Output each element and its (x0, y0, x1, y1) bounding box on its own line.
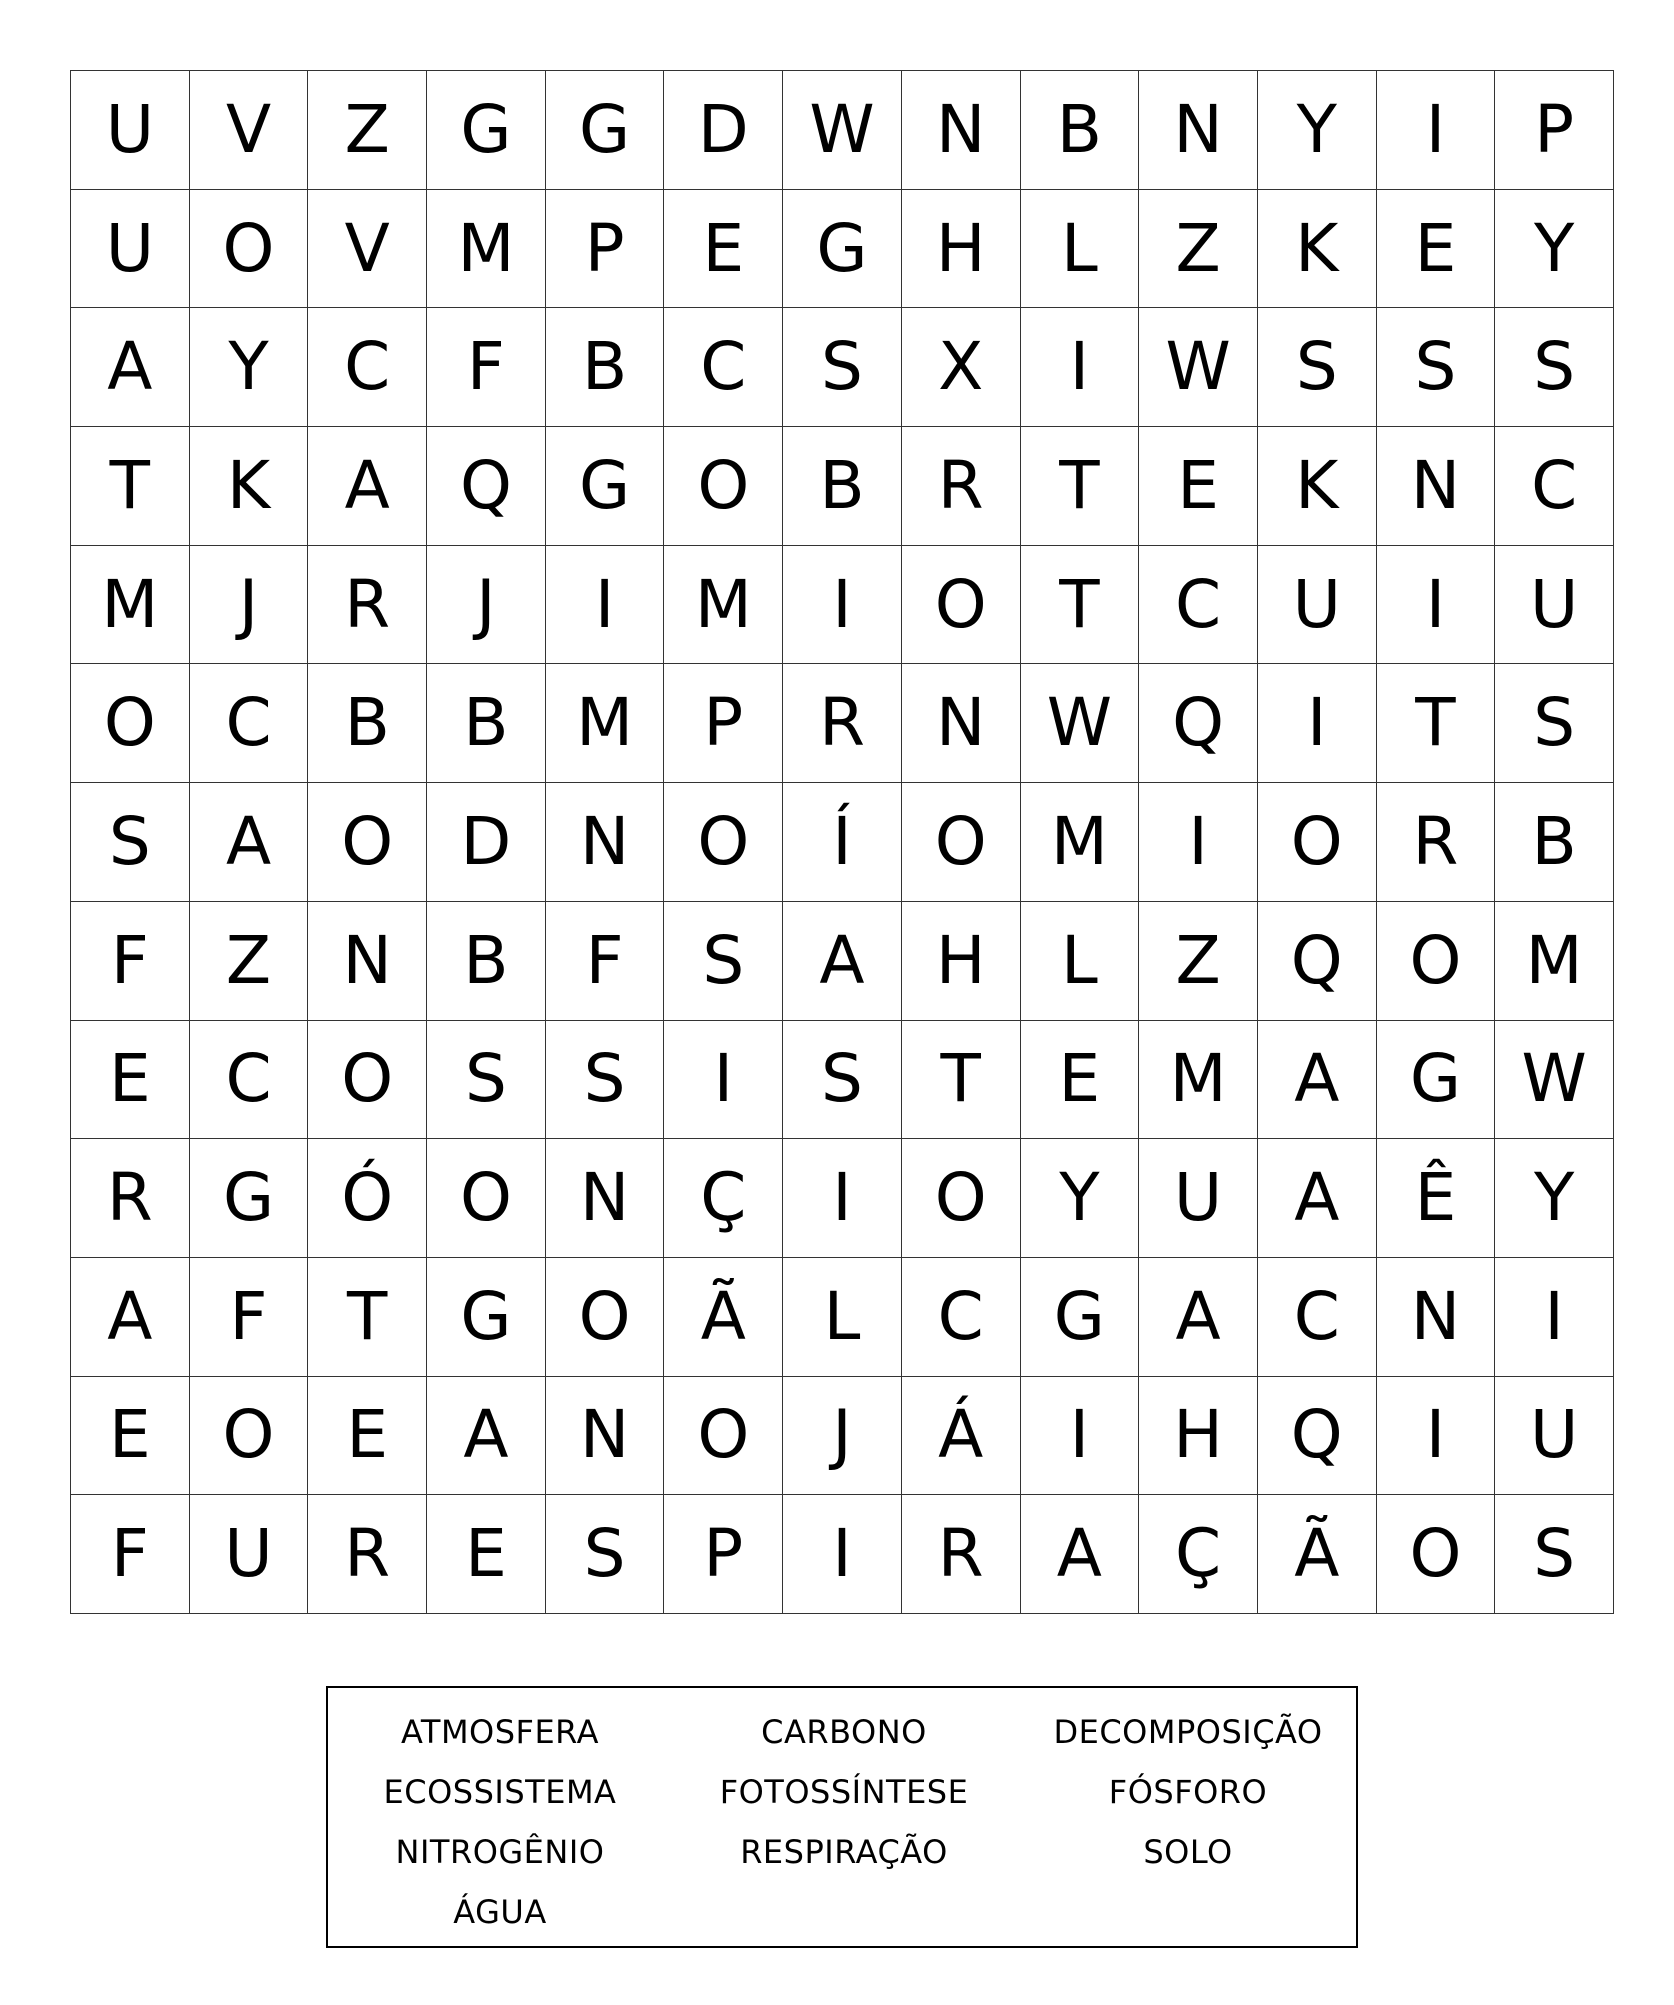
grid-cell[interactable]: N (902, 71, 1021, 190)
grid-cell[interactable]: O (902, 1139, 1021, 1258)
grid-cell[interactable]: S (427, 1021, 546, 1140)
grid-cell[interactable]: G (1377, 1021, 1496, 1140)
grid-cell[interactable]: S (783, 1021, 902, 1140)
grid-cell[interactable]: R (308, 1495, 427, 1614)
word-bank-item: FÓSFORO (1108, 1773, 1268, 1811)
grid-cell[interactable]: H (902, 902, 1021, 1021)
grid-cell[interactable]: C (308, 308, 427, 427)
grid-cell[interactable]: J (190, 546, 309, 665)
word-bank-item: RESPIRAÇÃO (740, 1833, 948, 1871)
grid-cell[interactable]: Ã (664, 1258, 783, 1377)
grid-cell[interactable]: E (308, 1377, 427, 1496)
grid-cell[interactable]: Z (1139, 902, 1258, 1021)
grid-cell[interactable]: I (1139, 783, 1258, 902)
grid-cell[interactable]: W (1495, 1021, 1614, 1140)
grid-cell[interactable]: O (664, 1377, 783, 1496)
grid-cell[interactable]: S (1258, 308, 1377, 427)
grid-cell[interactable]: O (1377, 1495, 1496, 1614)
grid-cell[interactable]: Z (308, 71, 427, 190)
grid-cell[interactable]: N (546, 1377, 665, 1496)
grid-cell[interactable]: S (783, 308, 902, 427)
grid-cell[interactable]: C (190, 664, 309, 783)
grid-cell[interactable]: I (1377, 546, 1496, 665)
grid-cell[interactable]: R (1377, 783, 1496, 902)
grid-cell[interactable]: Y (1258, 71, 1377, 190)
grid-cell[interactable]: C (190, 1021, 309, 1140)
grid-cell[interactable]: I (783, 1495, 902, 1614)
grid-cell[interactable]: F (71, 1495, 190, 1614)
grid-cell[interactable]: J (427, 546, 546, 665)
word-bank-column-2 (672, 1702, 1016, 1882)
grid-cell[interactable]: U (1258, 546, 1377, 665)
grid-cell[interactable]: G (427, 1258, 546, 1377)
grid-cell[interactable]: R (783, 664, 902, 783)
grid-cell[interactable]: C (664, 308, 783, 427)
grid-cell[interactable]: F (546, 902, 665, 1021)
grid-cell[interactable]: N (308, 902, 427, 1021)
grid-cell[interactable]: N (902, 664, 1021, 783)
grid-cell[interactable]: H (1139, 1377, 1258, 1496)
word-bank-item: SOLO (1143, 1833, 1233, 1871)
grid-cell[interactable]: W (783, 71, 902, 190)
grid-cell[interactable]: G (1021, 1258, 1140, 1377)
grid-cell[interactable]: L (1021, 902, 1140, 1021)
grid-cell[interactable]: Y (1021, 1139, 1140, 1258)
grid-cell[interactable]: E (664, 190, 783, 309)
grid-cell[interactable]: V (190, 71, 309, 190)
grid-cell[interactable]: A (1021, 1495, 1140, 1614)
grid-cell[interactable]: O (71, 664, 190, 783)
grid-cell[interactable]: T (902, 1021, 1021, 1140)
grid-cell[interactable]: F (427, 308, 546, 427)
grid-cell[interactable]: S (664, 902, 783, 1021)
grid-cell[interactable]: O (1258, 783, 1377, 902)
grid-cell[interactable]: U (1495, 546, 1614, 665)
grid-cell[interactable]: I (783, 1139, 902, 1258)
grid-cell[interactable]: U (190, 1495, 309, 1614)
grid-cell[interactable]: V (308, 190, 427, 309)
grid-cell[interactable]: Q (1139, 664, 1258, 783)
grid-cell[interactable]: I (1021, 1377, 1140, 1496)
word-bank-item: ECOSSISTEMA (383, 1773, 617, 1811)
grid-cell[interactable]: I (1021, 308, 1140, 427)
grid-cell[interactable]: C (1139, 546, 1258, 665)
grid-cell[interactable]: M (71, 546, 190, 665)
grid-cell[interactable]: E (1139, 427, 1258, 546)
grid-cell[interactable]: Ó (308, 1139, 427, 1258)
grid-cell[interactable]: P (1495, 71, 1614, 190)
grid-cell[interactable]: J (783, 1377, 902, 1496)
grid-cell[interactable]: C (1258, 1258, 1377, 1377)
grid-cell[interactable]: Z (1139, 190, 1258, 309)
grid-cell[interactable]: O (664, 427, 783, 546)
grid-cell[interactable]: C (902, 1258, 1021, 1377)
word-bank-item: ATMOSFERA (400, 1713, 599, 1751)
grid-cell[interactable]: E (71, 1021, 190, 1140)
grid-cell[interactable]: B (1495, 783, 1614, 902)
grid-cell[interactable]: A (190, 783, 309, 902)
grid-cell[interactable]: T (1021, 427, 1140, 546)
grid-cell[interactable]: M (1139, 1021, 1258, 1140)
grid-cell[interactable]: S (1377, 308, 1496, 427)
grid-cell[interactable]: U (71, 71, 190, 190)
grid-cell[interactable]: O (902, 783, 1021, 902)
grid-cell[interactable]: S (1495, 308, 1614, 427)
word-search-grid (70, 70, 1614, 1614)
grid-cell[interactable]: C (1495, 427, 1614, 546)
grid-cell[interactable]: K (1258, 190, 1377, 309)
grid-cell[interactable]: Ç (664, 1139, 783, 1258)
grid-cell[interactable]: Ã (1258, 1495, 1377, 1614)
grid-cell[interactable]: Q (427, 427, 546, 546)
grid-cell[interactable]: S (71, 783, 190, 902)
grid-cell[interactable]: N (1377, 1258, 1496, 1377)
grid-cell[interactable]: B (1021, 71, 1140, 190)
grid-cell[interactable]: P (546, 190, 665, 309)
grid-cell[interactable]: S (1495, 664, 1614, 783)
grid-cell[interactable]: O (190, 190, 309, 309)
grid-cell[interactable]: L (783, 1258, 902, 1377)
word-bank-column-1 (328, 1702, 672, 1942)
grid-cell[interactable]: I (664, 1021, 783, 1140)
grid-cell[interactable]: M (664, 546, 783, 665)
grid-cell[interactable]: D (664, 71, 783, 190)
grid-cell[interactable]: G (190, 1139, 309, 1258)
grid-cell[interactable]: O (308, 783, 427, 902)
grid-cell[interactable]: O (427, 1139, 546, 1258)
grid-cell[interactable]: R (902, 427, 1021, 546)
grid-cell[interactable]: B (427, 664, 546, 783)
grid-cell[interactable]: A (1258, 1139, 1377, 1258)
grid-cell[interactable]: G (546, 71, 665, 190)
grid-cell[interactable]: U (1139, 1139, 1258, 1258)
grid-cell[interactable]: E (1021, 1021, 1140, 1140)
grid-cell[interactable]: A (783, 902, 902, 1021)
grid-cell[interactable]: L (1021, 190, 1140, 309)
grid-cell[interactable]: Y (1495, 190, 1614, 309)
grid-cell[interactable]: X (902, 308, 1021, 427)
grid-cell[interactable]: T (308, 1258, 427, 1377)
grid-cell[interactable]: M (427, 190, 546, 309)
grid-cell[interactable]: Y (190, 308, 309, 427)
grid-cell[interactable]: Q (1258, 1377, 1377, 1496)
grid-cell[interactable]: S (1495, 1495, 1614, 1614)
grid-cell[interactable]: M (1495, 902, 1614, 1021)
grid-cell[interactable]: T (71, 427, 190, 546)
grid-cell[interactable]: O (546, 1258, 665, 1377)
grid-cell[interactable]: N (546, 783, 665, 902)
grid-cell[interactable]: W (1139, 308, 1258, 427)
grid-cell[interactable]: E (1377, 190, 1496, 309)
grid-cell[interactable]: S (546, 1495, 665, 1614)
grid-cell[interactable]: P (664, 664, 783, 783)
grid-cell[interactable]: O (1377, 902, 1496, 1021)
grid-cell[interactable]: N (1377, 427, 1496, 546)
grid-cell[interactable]: I (1377, 1377, 1496, 1496)
grid-cell[interactable]: A (71, 308, 190, 427)
grid-cell[interactable]: I (1258, 664, 1377, 783)
grid-cell[interactable]: U (1495, 1377, 1614, 1496)
grid-cell[interactable]: Á (902, 1377, 1021, 1496)
grid-cell[interactable]: G (783, 190, 902, 309)
grid-cell[interactable]: O (308, 1021, 427, 1140)
grid-cell[interactable]: Q (1258, 902, 1377, 1021)
grid-cell[interactable]: Ç (1139, 1495, 1258, 1614)
grid-cell[interactable]: R (902, 1495, 1021, 1614)
grid-cell[interactable]: E (427, 1495, 546, 1614)
grid-cell[interactable]: O (190, 1377, 309, 1496)
grid-cell[interactable]: B (783, 427, 902, 546)
grid-cell[interactable]: I (783, 546, 902, 665)
grid-cell[interactable]: I (1495, 1258, 1614, 1377)
grid-cell[interactable]: F (190, 1258, 309, 1377)
grid-cell[interactable]: P (664, 1495, 783, 1614)
grid-cell[interactable]: M (1021, 783, 1140, 902)
grid-cell[interactable]: D (427, 783, 546, 902)
grid-cell[interactable]: S (546, 1021, 665, 1140)
grid-cell[interactable]: O (902, 546, 1021, 665)
grid-cell[interactable]: A (71, 1258, 190, 1377)
word-bank-item: CARBONO (761, 1713, 927, 1751)
grid-cell[interactable]: K (190, 427, 309, 546)
grid-cell[interactable]: Y (1495, 1139, 1614, 1258)
grid-cell[interactable]: T (1021, 546, 1140, 665)
grid-cell[interactable]: R (71, 1139, 190, 1258)
grid-cell[interactable]: B (546, 308, 665, 427)
grid-cell[interactable]: G (546, 427, 665, 546)
grid-cell[interactable]: N (1139, 71, 1258, 190)
grid-cell[interactable]: Ê (1377, 1139, 1496, 1258)
word-bank-item: FOTOSSÍNTESE (719, 1773, 969, 1811)
grid-cell[interactable]: T (1377, 664, 1496, 783)
grid-cell[interactable]: F (71, 902, 190, 1021)
grid-cell[interactable]: N (546, 1139, 665, 1258)
grid-cell[interactable]: U (71, 190, 190, 309)
grid-cell[interactable]: O (664, 783, 783, 902)
grid-cell[interactable]: I (546, 546, 665, 665)
grid-cell[interactable]: G (427, 71, 546, 190)
grid-cell[interactable]: R (308, 546, 427, 665)
word-bank-column-3 (1016, 1702, 1360, 1882)
word-bank (326, 1686, 1358, 1948)
grid-cell[interactable]: I (1377, 71, 1496, 190)
grid-cell[interactable]: B (427, 902, 546, 1021)
grid-cell[interactable]: A (1139, 1258, 1258, 1377)
grid-cell[interactable]: M (546, 664, 665, 783)
word-bank-item: DECOMPOSIÇÃO (1053, 1713, 1323, 1751)
grid-cell[interactable]: B (308, 664, 427, 783)
grid-cell[interactable]: E (71, 1377, 190, 1496)
word-bank-item: NITROGÊNIO (395, 1833, 605, 1871)
grid-cell[interactable]: H (902, 190, 1021, 309)
grid-cell[interactable]: Z (190, 902, 309, 1021)
word-bank-item: ÁGUA (453, 1893, 547, 1931)
grid-cell[interactable]: Í (783, 783, 902, 902)
grid-cell[interactable]: K (1258, 427, 1377, 546)
grid-cell[interactable]: A (427, 1377, 546, 1496)
grid-cell[interactable]: A (308, 427, 427, 546)
grid-cell[interactable]: W (1021, 664, 1140, 783)
grid-cell[interactable]: A (1258, 1021, 1377, 1140)
